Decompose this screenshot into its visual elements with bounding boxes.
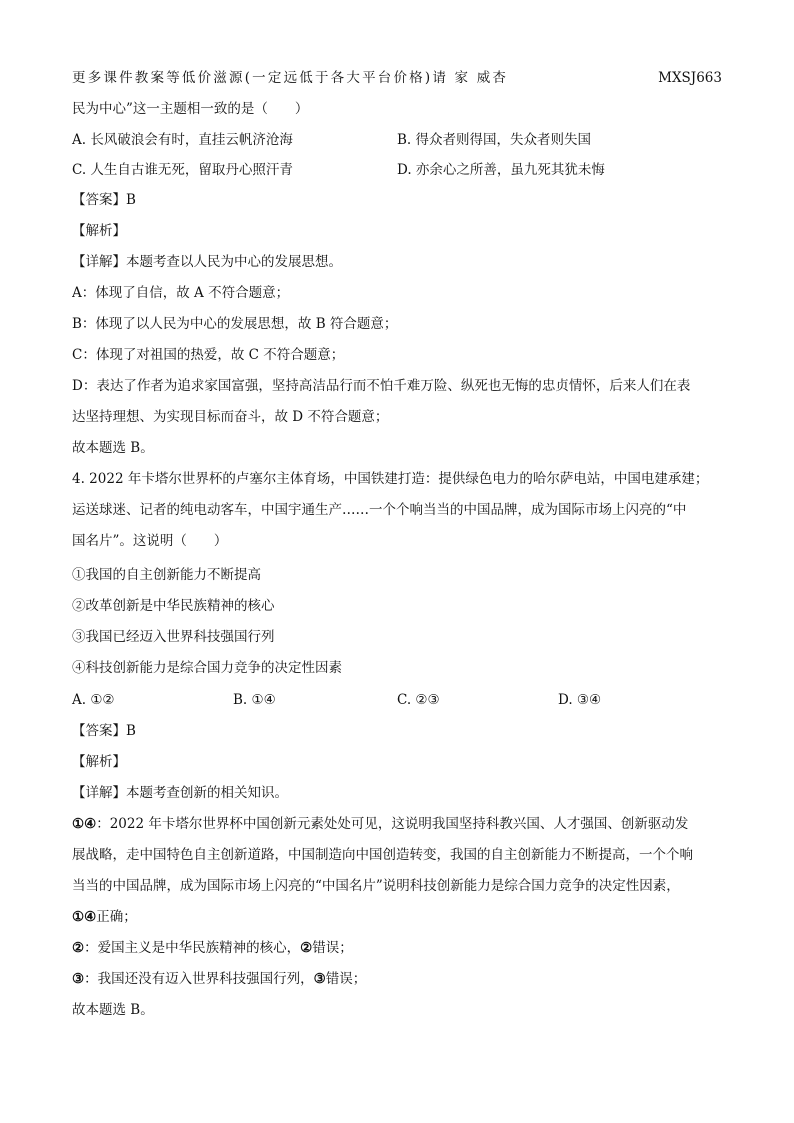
q3-option-a: A. 长风破浪会有时，直挂云帆济沧海	[72, 132, 293, 148]
q4-exp2-marker-end: ②	[300, 940, 313, 956]
q3-detail-label: 【详解】	[72, 254, 126, 270]
q3-explanation-b: B：体现了以人民为中心的发展思想，故 B 符合题意；	[72, 316, 398, 332]
q4-exp1-line1	[72, 814, 722, 834]
q4-statement-4: ④科技创新能力是综合国力竞争的决定性因素	[72, 660, 342, 676]
q3-option-d: D. 亦余心之所善，虽九死其犹未悔	[397, 162, 605, 178]
q4-exp1-text1: ：2022 年卡塔尔世界杯中国创新元素处处可见，这说明我国坚持科教兴国、人才强国、创新驱动发	[96, 816, 689, 832]
q4-exp2-marker: ②	[72, 940, 85, 956]
q4-option-b: B. ①④	[233, 692, 276, 708]
q3-stem-tail: 民为中心”这一主题相一致的是（ ）	[72, 101, 309, 117]
q3-explanation-c: C：体现了对祖国的热爱，故 C 不符合题意；	[72, 347, 345, 363]
q4-exp3-text: ：我国还没有迈入世界科技强国行列，	[84, 971, 314, 987]
q4-statement-2: ②改革创新是中华民族精神的核心	[72, 598, 275, 614]
q4-answer	[72, 721, 722, 741]
q4-exp2-end: 错误；	[312, 940, 353, 956]
q4-exp3	[72, 969, 722, 989]
q4-exp1-end-marker: ①④	[72, 909, 97, 925]
q4-conclusion: 故本题选 B。	[72, 1002, 154, 1018]
q4-exp1-end-text: 正确；	[96, 909, 137, 925]
q4-stem-line3: 国名片”。这说明（ ）	[72, 533, 228, 549]
q4-exp2	[72, 938, 722, 958]
q4-exp1-marker: ①④	[72, 816, 97, 832]
q3-detail	[72, 252, 722, 272]
q4-answer-label: 【答案】	[72, 723, 126, 739]
q4-option-a: A. ①②	[72, 692, 115, 708]
q3-option-c: C. 人生自古谁无死，留取丹心照汗青	[72, 162, 293, 178]
q4-detail-text: 本题考查创新的相关知识。	[126, 785, 288, 801]
q3-explanation-d-line2: 达坚持理想、为实现目标而奋斗，故 D 不符合题意；	[72, 409, 389, 425]
q4-statement-1: ①我国的自主创新能力不断提高	[72, 567, 261, 583]
q4-stem-line2: 运送球迷、记者的纯电动客车，中国宇通生产……一个个响当当的中国品牌，成为国际市场上闪亮的“中	[72, 502, 687, 518]
q4-analysis-label: 【解析】	[72, 754, 126, 770]
q3-analysis-label: 【解析】	[72, 223, 126, 239]
q4-detail-label: 【详解】	[72, 785, 126, 801]
q3-detail-text: 本题考查以人民为中心的发展思想。	[126, 254, 342, 270]
q4-answer-value: B	[126, 723, 136, 739]
q4-exp2-text: ：爱国主义是中华民族精神的核心，	[84, 940, 301, 956]
q3-answer	[72, 190, 722, 210]
q4-option-c: C. ②③	[397, 692, 440, 708]
q4-exp1-line3: 当当的中国品牌，成为国际市场上闪亮的“中国名片”说明科技创新能力是综合国力竞争的决定性因素，	[72, 878, 680, 894]
q4-exp1-line2: 展战略，走中国特色自主创新道路，中国制造向中国创造转变，我国的自主创新能力不断提高，一个个响	[72, 847, 693, 863]
q4-stem-line1: 4. 2022 年卡塔尔世界杯的卢塞尔主体育场，中国铁建打造：提供绿色电力的哈尔萨电站，中国电建承建；	[72, 471, 709, 487]
q4-exp1-line4	[72, 907, 722, 927]
q4-detail	[72, 783, 722, 803]
q3-option-b: B. 得众者则得国，失众者则失国	[397, 132, 592, 148]
q4-exp3-end: 错误；	[325, 971, 367, 987]
header-promo-text: 更多课件教案等低价滋源(一定远低于各大平台价格)请 家 威杏	[72, 70, 509, 86]
q3-answer-label: 【答案】	[72, 192, 126, 208]
q3-explanation-d-line1: D：表达了作者为追求家国富强，坚持高洁品行而不怕千难万险、纵死也无悔的忠贞情怀，后来人们在表	[72, 378, 691, 394]
header-code: MXSJ663	[658, 70, 722, 86]
q4-statement-3: ③我国已经迈入世界科技强国行列	[72, 629, 275, 645]
q3-conclusion: 故本题选 B。	[72, 440, 154, 456]
q3-explanation-a: A：体现了自信，故 A 不符合题意；	[72, 285, 290, 301]
q4-option-d: D. ③④	[558, 692, 602, 708]
q3-answer-value: B	[126, 192, 136, 208]
q4-exp3-marker: ③	[72, 971, 85, 987]
q4-exp3-marker-end: ③	[313, 971, 326, 987]
